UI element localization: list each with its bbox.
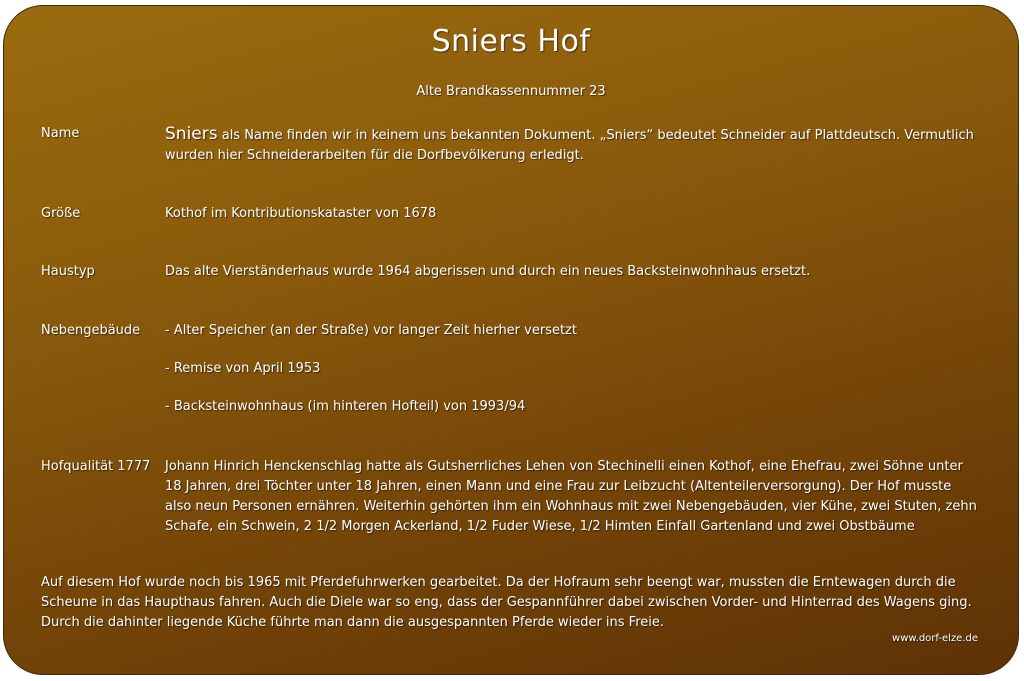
list-item: - Backsteinwohnhaus (im hinteren Hofteil) von 1993/94 — [165, 399, 526, 414]
row-name-value — [165, 124, 977, 166]
row-name-text: als Name finden wir in keinem uns bekannten Dokument. „Sniers“ bedeutet Schneider auf Plattdeutsch. Vermutlich wurden hier Schneiderarbeiten für die Dorfbevölkerung erledigt. — [165, 128, 974, 163]
row-haustyp-label: Haustyp — [41, 264, 95, 279]
list-item: - Remise von April 1953 — [165, 361, 321, 376]
list-item: - Alter Speicher (an der Straße) vor langer Zeit hierher versetzt — [165, 323, 577, 338]
row-nebengebaeude-list — [165, 321, 977, 435]
info-card — [3, 5, 1019, 675]
website-link[interactable]: www.dorf-elze.de — [892, 633, 978, 644]
row-groesse-value: Kothof im Kontributionskataster von 1678 — [165, 206, 437, 221]
closing-paragraph: Auf diesem Hof wurde noch bis 1965 mit Pferdefuhrwerken gearbeitet. Da der Hofraum sehr beengt war, mussten die Erntewagen durch die Scheune in das Haupthaus fahren. Auch die Diele war so eng, dass der Gespannführer dabei zwischen Vorder- und Hinterrad des Wagens ging. Durch die dahinter liegende Küche führte man dann die ausgespannten Pferde wieder ins Freie. — [41, 575, 972, 630]
page-subtitle: Alte Brandkassennummer 23 — [416, 84, 606, 99]
row-haustyp-value: Das alte Vierständerhaus wurde 1964 abgerissen und durch ein neues Backsteinwohnhaus ersetzt. — [165, 264, 811, 279]
row-hofqualitaet-value: Johann Hinrich Henckenschlag hatte als Gutsherrliches Lehen von Stechinelli einen Kothof, eine Ehefrau, zwei Söhne unter 18 Jahren, drei Töchter unter 18 Jahren, einen Mann und eine Frau zur Leibzucht (Altenteilerversorgung). Der Hof musste also neun Personen ernähren. Weiterhin gehörten ihm ein Wohnhaus mit zwei Nebengebäuden, vier Kühe, zwei Stuten, zehn Schafe, ein Schwein, 2 1/2 Morgen Ackerland, 1/2 Fuder Wiese, 1/2 Himten Einfall Gartenland und zwei Obstbäume — [165, 459, 977, 534]
row-nebengebaeude-label: Nebengebäude — [41, 323, 141, 338]
row-name-label: Name — [41, 126, 80, 141]
row-hofqualitaet-label: Hofqualität 1777 — [41, 459, 151, 474]
row-groesse-label: Größe — [41, 206, 81, 221]
row-name-lead-word: Sniers — [165, 124, 218, 144]
page-title: Sniers Hof — [431, 24, 591, 59]
